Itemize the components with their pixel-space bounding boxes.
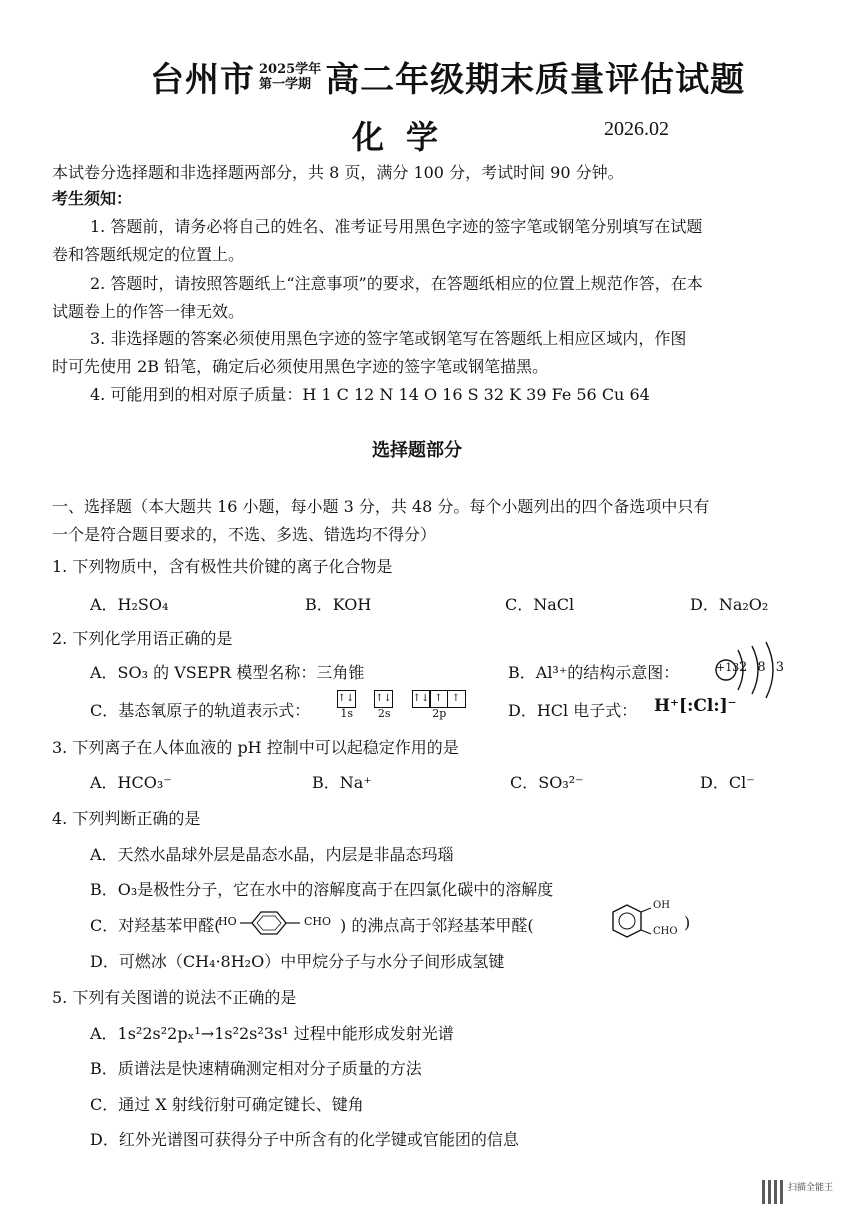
- orbital-label-1s: 1s: [340, 707, 354, 720]
- q4-option-c-prefix: C．对羟基苯甲醛(: [90, 916, 221, 935]
- notice-heading: 考生须知：: [52, 189, 133, 208]
- q3-option-c: C．SO₃²⁻: [510, 773, 584, 792]
- q5-option-a: A．1s²2s²2pₓ¹→1s²2s²3s¹ 过程中能形成发射光谱: [90, 1024, 454, 1043]
- orbital-label-2s: 2s: [377, 707, 391, 720]
- oxygen-orbital-diagram: [334, 690, 470, 720]
- orbital-1s: [338, 690, 356, 720]
- orbital-box-1s: ↑↓: [337, 690, 356, 708]
- notice-1a: 1. 答题前，请务必将自己的姓名、准考证号用黑色字迹的签字笔或钢笔分别填写在试题: [90, 217, 703, 236]
- exam-title: [150, 52, 745, 101]
- q4-option-d: D．可燃冰（CH₄·8H₂O）中甲烷分子与水分子间形成氢键: [90, 952, 505, 971]
- city-name: 台州市: [150, 60, 255, 100]
- notice-1b: 卷和答题纸规定的位置上。: [52, 245, 245, 264]
- term-name: 第一学期: [259, 76, 312, 92]
- para-ho-label: HO: [218, 915, 237, 928]
- q2-stem: 2. 下列化学用语正确的是: [52, 629, 233, 648]
- q3-option-a: A．HCO₃⁻: [90, 773, 172, 792]
- q2-option-d: D．HCl 电子式：: [508, 701, 638, 720]
- exam-name: 高二年级期末质量评估试题: [325, 60, 746, 100]
- orbital-2s: [376, 690, 394, 720]
- term-year: 2025学年: [259, 61, 322, 77]
- al-nucleus-label: +13: [716, 661, 740, 674]
- notice-2b: 试题卷上的作答一律无效。: [52, 302, 245, 321]
- para-hydroxybenzaldehyde-structure: [218, 910, 338, 936]
- subject-title: 化学: [352, 118, 461, 156]
- q4-option-a: A．天然水晶球外层是晶态水晶，内层是非晶态玛瑙: [90, 845, 454, 864]
- q1-stem: 1. 下列物质中，含有极性共价键的离子化合物是: [52, 557, 393, 576]
- q3-option-d: D．Cl⁻: [700, 773, 755, 792]
- notice-3b: 时可先使用 2B 铅笔，确定后必须使用黑色字迹的签字笔或钢笔描黑。: [52, 357, 549, 376]
- notice-2a: 2. 答题时，请按照答题纸上“注意事项”的要求，在答题纸相应的位置上规范作答，在本: [90, 274, 703, 293]
- para-cho-label: CHO: [304, 915, 332, 928]
- orbital-box-2s: ↑↓: [374, 690, 393, 708]
- orbital-box-2p-2: ↑: [429, 690, 448, 708]
- q2-option-a: A．SO₃ 的 VSEPR 模型名称：三角锥: [90, 663, 365, 682]
- benzene-ring-icon: [240, 910, 302, 936]
- ortho-oh-label: OH: [653, 900, 670, 911]
- scanner-watermark: 扫描全能王: [788, 1183, 834, 1193]
- q1-option-d: D．Na₂O₂: [690, 595, 769, 614]
- q4-option-b: B．O₃是极性分子，它在水中的溶解度高于在四氯化碳中的溶解度: [90, 880, 554, 899]
- q2-option-c: C．基态氧原子的轨道表示式：: [90, 701, 311, 720]
- q1-option-b: B．KOH: [305, 595, 372, 614]
- exam-date: 2026.02: [604, 118, 669, 140]
- q5-stem: 5. 下列有关图谱的说法不正确的是: [52, 988, 297, 1007]
- q4-stem: 4. 下列判断正确的是: [52, 809, 201, 828]
- al-shell-electrons: 2 8 3: [739, 660, 788, 675]
- q5-option-c: C．通过 X 射线衍射可确定键长、键角: [90, 1095, 364, 1114]
- notice-4: 4. 可能用到的相对原子质量：H 1 C 12 N 14 O 16 S 32 K 39 Fe 56 Cu 64: [90, 385, 650, 404]
- qr-code-icon: [762, 1180, 786, 1204]
- part1-instructions-b: 一个是符合题目要求的，不选、多选、错选均不得分）: [52, 525, 437, 544]
- q3-stem: 3. 下列离子在人体血液的 pH 控制中可以起稳定作用的是: [52, 738, 459, 757]
- ortho-hydroxybenzaldehyde-structure: [603, 900, 681, 946]
- part1-instructions-a: 一、选择题（本大题共 16 小题，每小题 3 分，共 48 分。每个小题列出的四个备选项中只有: [52, 497, 710, 516]
- q1-option-a: A．H₂SO₄: [90, 595, 169, 614]
- orbital-2p: [413, 690, 466, 720]
- orbital-label-2p: 2p: [432, 707, 447, 720]
- q5-option-b: B．质谱法是快速精确测定相对分子质量的方法: [90, 1059, 422, 1078]
- section-title: 选择题部分: [372, 440, 462, 461]
- q4-option-c-middle: ) 的沸点高于邻羟基苯甲醛(: [340, 916, 534, 935]
- q2-option-b: B．Al³⁺的结构示意图：: [508, 663, 680, 682]
- ortho-benzene-ring-icon: [603, 902, 653, 944]
- orbital-box-2p-3: ↑: [447, 690, 466, 708]
- q3-option-b: B．Na⁺: [312, 773, 372, 792]
- orbital-box-2p-1: ↑↓: [412, 690, 431, 708]
- ortho-cho-label: CHO: [653, 926, 678, 937]
- term-stack: [259, 62, 321, 92]
- intro-line: 本试卷分选择题和非选择题两部分，共 8 页，满分 100 分，考试时间 90 分钟。: [52, 163, 624, 182]
- hcl-electron-formula: H⁺[:Cl:]⁻: [654, 696, 737, 716]
- notice-3a: 3. 非选择题的答案必须使用黑色字迹的签字笔或钢笔写在答题纸上相应区域内，作图: [90, 329, 687, 348]
- q5-option-d: D．红外光谱图可获得分子中所含有的化学键或官能团的信息: [90, 1130, 519, 1149]
- q1-option-c: C．NaCl: [505, 595, 575, 614]
- q4-option-c-end: ): [684, 913, 691, 932]
